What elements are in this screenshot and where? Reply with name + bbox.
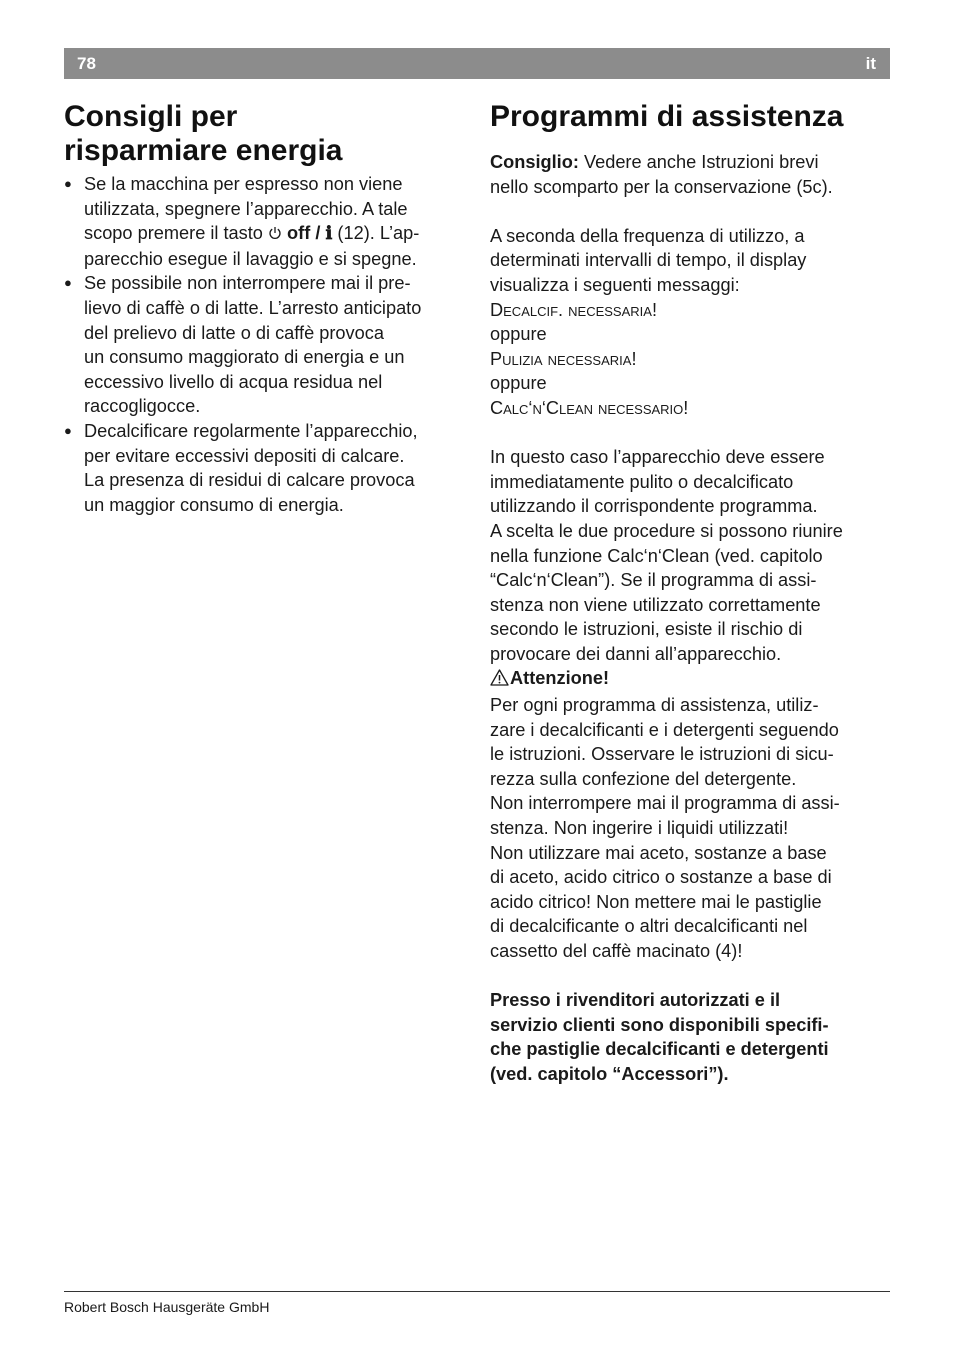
warning-label: Attenzione!: [510, 668, 610, 689]
power-button-icon: [268, 223, 282, 243]
dealers-paragraph: Presso i rivenditori autorizzati e il servizio clienti sono disponibili specifi- che pastiglie decalcificanti e detergenti (ved. capitolo “Accessori”).: [490, 990, 829, 1084]
list-item: ● Decalcificare regolarmente l’apparecchio, per evitare eccessivi depositi di calcare. La presenza di residui di calcare provoca un maggior consumo di energia.: [64, 420, 418, 515]
right-body: [490, 150, 890, 1087]
page-header-bar: [64, 48, 890, 79]
off-button-label: off /: [287, 223, 326, 244]
right-column: [490, 100, 890, 1087]
display-message-descale: Decalcif. necessaria!: [490, 299, 657, 320]
energy-tips-list: [64, 172, 469, 517]
list-item: ● Se la macchina per espresso non viene utilizzata, spegnere l’apparecchio. A tale scopo premere il tasto off / ℹ (12). L’ap- parecchio esegue il lavaggio e si spegne.: [64, 174, 420, 269]
warning-triangle-icon: [490, 668, 510, 693]
messages-intro: A seconda della frequenza di utilizzo, a determinati intervalli di tempo, il display visualizza i seguenti messaggi: Decalcif. necessaria! oppure Pulizia necessaria! oppure Calc‘n‘Clean necessario!: [490, 225, 807, 418]
page-number: 78: [77, 54, 96, 73]
footer-company: Robert Bosch Hausgeräte GmbH: [64, 1299, 270, 1315]
bullet-icon: ●: [64, 422, 72, 438]
footer-divider: [64, 1291, 890, 1292]
tip-paragraph: Consiglio: Vedere anche Istruzioni brevi nello scomparto per la conservazione (5c).: [490, 152, 833, 197]
left-section-title: Consigli per risparmiare energia: [64, 100, 343, 167]
display-message-calcnclean: Calc‘n‘Clean necessario!: [490, 397, 689, 418]
bullet-icon: ●: [64, 176, 72, 191]
service-paragraph: In questo caso l’apparecchio deve essere immediatamente pulito o decalcificato utilizzando il corrispondente programma. A scelta le due procedure si possono riunire nella funzione Calc‘n‘Clean (ved. capitolo “Calc‘n‘Clean”). Se il programma di assi- stenza non viene utilizzato correttamente secondo le istruzioni, esiste il rischio di provocare dei danni all’apparecchio.: [490, 447, 843, 664]
right-section-title: Programmi di assistenza: [490, 100, 844, 133]
bullet-icon: ●: [64, 275, 72, 291]
warning-paragraph: Per ogni programma di assistenza, utiliz- zare i decalcificanti e i detergenti seguendo le istruzioni. Osservare le istruzioni di sicu- rezza sulla confezione del detergente. Non interrompere mai il programma di assi- stenza. Non ingerire i liquidi utilizzati! Non utilizzare mai aceto, sostanze a base di aceto, acido citrico o sostanze a base di acido citrico! Non mettere mai le pastiglie di decalcificante o altri decalcificanti nel cassetto del caffè macinato (4)!: [490, 695, 840, 961]
list-item: ● Se possibile non interrompere mai il pre- lievo di caffè o di latte. L’arresto anticipato del prelievo di latte o di caffè provoca un consumo maggiorato di energia e un eccessivo livello di acqua residua nel raccogligocce.: [64, 273, 422, 417]
display-message-clean: Pulizia necessaria!: [490, 348, 637, 369]
tip-label: Consiglio:: [490, 152, 579, 172]
warning-heading: [490, 666, 890, 693]
language-code: it: [865, 54, 876, 73]
left-column: [64, 100, 469, 517]
info-icon: ℹ: [325, 223, 333, 245]
